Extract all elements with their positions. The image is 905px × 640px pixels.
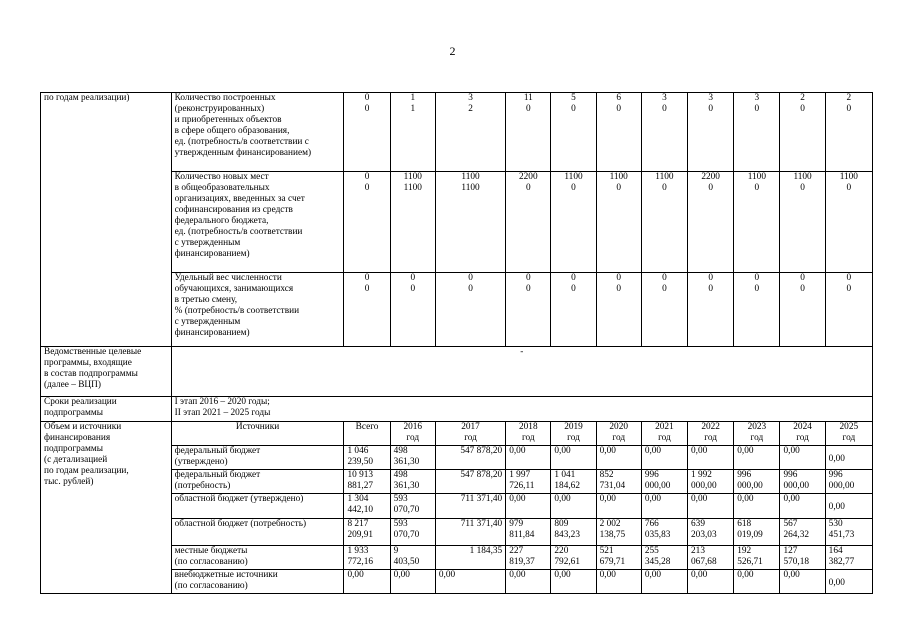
- indicator-need-value: 2200: [688, 171, 734, 183]
- finance-value: 0,00: [641, 570, 687, 594]
- finance-value: 164 382,77: [825, 546, 872, 570]
- finance-source: областной бюджет (утверждено): [171, 494, 344, 519]
- finance-value: 766 035,83: [641, 519, 687, 546]
- indicator-approved-value: 0: [641, 183, 687, 272]
- finance-source: местные бюджеты (по согласованию): [171, 546, 344, 570]
- indicator-need-value: 1100: [390, 171, 435, 183]
- indicator-approved-value: 0: [506, 284, 551, 347]
- finance-value: 0,00: [506, 446, 551, 470]
- finance-total: 1 933 772,16: [344, 546, 390, 570]
- indicator-need-value: 3: [641, 93, 687, 105]
- indicator-need-value: 1100: [734, 171, 780, 183]
- indicator-approved-value: 0: [688, 284, 734, 347]
- finance-header-source: Источники: [171, 422, 344, 446]
- left-header-continuation: по годам реализации): [41, 93, 172, 347]
- finance-value: 0,00: [506, 494, 551, 519]
- finance-value: 809 843,23: [551, 519, 596, 546]
- finance-value: 220 792,61: [551, 546, 596, 570]
- indicator-need-value: 0: [344, 272, 390, 284]
- indicator-need-value: 1100: [435, 171, 505, 183]
- indicator-approved-value: 0: [825, 104, 872, 171]
- finance-value: 0,00: [734, 494, 780, 519]
- finance-value: 498 361,30: [390, 470, 435, 494]
- page-number: 2: [449, 44, 456, 58]
- finance-value: 0,00: [688, 570, 734, 594]
- indicator-need-value: 0: [825, 272, 872, 284]
- finance-header-year: 2022 год: [688, 422, 734, 446]
- indicator-approved-value: 0: [344, 183, 390, 272]
- finance-value: 979 811,84: [506, 519, 551, 546]
- finance-label: Объем и источники финансирования подпрограммы (с детализацией по годам реализации, тыс. рублей): [41, 422, 172, 594]
- finance-value: 567 264,32: [780, 519, 825, 546]
- finance-value: 0,00: [596, 494, 641, 519]
- indicator-approved-value: 0: [780, 284, 825, 347]
- indicator-approved-value: 0: [734, 104, 780, 171]
- finance-total: 1 304 442,10: [344, 494, 390, 519]
- finance-value: 547 878,20: [435, 470, 505, 494]
- indicator-approved-value: 1: [390, 104, 435, 171]
- indicator-approved-value: 0: [734, 284, 780, 347]
- indicator-need-value: 1: [390, 93, 435, 105]
- finance-value: 852 731,04: [596, 470, 641, 494]
- indicator-label: Количество построенных (реконструированных) и приобретенных объектов в сфере общего образования, ед. (потребность/в соответствии с утвержденным финансированием): [171, 93, 344, 172]
- indicator-approved-value: 0: [390, 284, 435, 347]
- indicator-label: Удельный вес численности обучающихся, занимающихся в третью смену, % (потребность/в соответствии с утвержденным финансированием): [171, 272, 344, 347]
- indicator-approved-value: 0: [551, 104, 596, 171]
- indicator-need-value: 0: [344, 171, 390, 183]
- indicator-approved-value: 0: [344, 284, 390, 347]
- finance-header-year: 2019 год: [551, 422, 596, 446]
- finance-value: 593 070,70: [390, 494, 435, 519]
- finance-total: 1 046 239,50: [344, 446, 390, 470]
- indicator-need-value: 3: [734, 93, 780, 105]
- indicator-approved-value: 1100: [435, 183, 505, 272]
- finance-value: 639 203,03: [688, 519, 734, 546]
- finance-header-year: 2025 год: [825, 422, 872, 446]
- indicator-approved-value: 0: [551, 183, 596, 272]
- finance-value: 0,00: [734, 570, 780, 594]
- indicator-need-value: 0: [390, 272, 435, 284]
- finance-value: 996 000,00: [641, 470, 687, 494]
- indicator-approved-value: 0: [596, 183, 641, 272]
- finance-value: 996 000,00: [780, 470, 825, 494]
- indicator-approved-value: 0: [825, 183, 872, 272]
- finance-header-total: Всего: [344, 422, 390, 446]
- finance-value: 996 000,00: [825, 470, 872, 494]
- finance-value: 530 451,73: [825, 519, 872, 546]
- finance-value: 0,00: [641, 446, 687, 470]
- indicator-need-value: 6: [596, 93, 641, 105]
- indicator-approved-value: 2: [435, 104, 505, 171]
- finance-header-year: 2024 год: [780, 422, 825, 446]
- periods-value: I этап 2016 – 2020 годы; II этап 2021 – 2025 годы: [171, 397, 872, 422]
- finance-value: 0,00: [641, 494, 687, 519]
- finance-value: 0,00: [825, 570, 872, 594]
- indicator-need-value: 3: [688, 93, 734, 105]
- finance-value: 0,00: [596, 570, 641, 594]
- finance-value: 0,00: [551, 570, 596, 594]
- indicator-need-value: 1100: [596, 171, 641, 183]
- finance-source: федеральный бюджет (потребность): [171, 470, 344, 494]
- finance-header-year: 2023 год: [734, 422, 780, 446]
- vcp-value: -: [171, 347, 872, 397]
- subprogram-passport-table: [40, 92, 873, 594]
- indicator-approved-value: 0: [596, 104, 641, 171]
- finance-header-year: 2016 год: [390, 422, 435, 446]
- indicator-approved-value: 0: [825, 284, 872, 347]
- indicator-approved-value: 0: [344, 104, 390, 171]
- finance-value: 9 403,50: [390, 546, 435, 570]
- finance-value: 0,00: [688, 494, 734, 519]
- finance-value: 0,00: [780, 570, 825, 594]
- finance-value: 0,00: [596, 446, 641, 470]
- finance-value: 0,00: [688, 446, 734, 470]
- indicator-approved-value: 0: [506, 183, 551, 272]
- indicator-need-value: 2200: [506, 171, 551, 183]
- indicator-need-value: 0: [780, 272, 825, 284]
- indicator-need-value: 0: [734, 272, 780, 284]
- finance-source: внебюджетные источники (по согласованию): [171, 570, 344, 594]
- finance-value: 547 878,20: [435, 446, 505, 470]
- indicator-approved-value: 0: [780, 104, 825, 171]
- finance-value: 192 526,71: [734, 546, 780, 570]
- indicator-need-value: 3: [435, 93, 505, 105]
- finance-value: 0,00: [551, 446, 596, 470]
- finance-header-year: 2021 год: [641, 422, 687, 446]
- indicator-need-value: 0: [506, 272, 551, 284]
- finance-source: федеральный бюджет (утверждено): [171, 446, 344, 470]
- finance-value: 0,00: [780, 494, 825, 519]
- indicator-need-value: 0: [596, 272, 641, 284]
- periods-label: Сроки реализации подпрограммы: [41, 397, 172, 422]
- finance-value: 227 819,37: [506, 546, 551, 570]
- finance-value: 2 002 138,75: [596, 519, 641, 546]
- finance-value: 0,00: [734, 446, 780, 470]
- finance-value: 1 992 000,00: [688, 470, 734, 494]
- indicator-approved-value: 0: [596, 284, 641, 347]
- indicator-approved-value: 0: [551, 284, 596, 347]
- finance-value: 618 019,09: [734, 519, 780, 546]
- finance-value: 0,00: [435, 570, 505, 594]
- finance-header-year: 2020 год: [596, 422, 641, 446]
- indicator-label: Количество новых мест в общеобразовательных организациях, введенных за счет софинансирования из средств федерального бюджета, ед. (потребность/в соответствии с утвержденным финансированием): [171, 171, 344, 272]
- indicator-need-value: 0: [688, 272, 734, 284]
- indicator-approved-value: 1100: [390, 183, 435, 272]
- indicator-need-value: 0: [344, 93, 390, 105]
- finance-source: областной бюджет (потребность): [171, 519, 344, 546]
- finance-header-year: 2017 год: [435, 422, 505, 446]
- finance-total: 0,00: [344, 570, 390, 594]
- finance-value: 0,00: [390, 570, 435, 594]
- finance-value: 0,00: [825, 446, 872, 470]
- indicator-need-value: 0: [435, 272, 505, 284]
- finance-value: 711 371,40: [435, 494, 505, 519]
- indicator-approved-value: 0: [780, 183, 825, 272]
- finance-value: 127 570,18: [780, 546, 825, 570]
- finance-value: 1 041 184,62: [551, 470, 596, 494]
- indicator-approved-value: 0: [435, 284, 505, 347]
- finance-value: 0,00: [506, 570, 551, 594]
- indicator-approved-value: 0: [506, 104, 551, 171]
- indicator-approved-value: 0: [641, 104, 687, 171]
- indicator-need-value: 1100: [641, 171, 687, 183]
- indicator-need-value: 0: [641, 272, 687, 284]
- finance-value: 213 067,68: [688, 546, 734, 570]
- indicator-approved-value: 0: [688, 183, 734, 272]
- finance-value: 996 000,00: [734, 470, 780, 494]
- finance-value: 255 345,28: [641, 546, 687, 570]
- finance-value: 0,00: [825, 494, 872, 519]
- indicator-approved-value: 0: [734, 183, 780, 272]
- indicator-need-value: 1100: [825, 171, 872, 183]
- finance-total: 8 217 209,91: [344, 519, 390, 546]
- indicator-need-value: 1100: [551, 171, 596, 183]
- indicator-need-value: 11: [506, 93, 551, 105]
- finance-value: 0,00: [780, 446, 825, 470]
- finance-value: 1 184,35: [435, 546, 505, 570]
- finance-value: 0,00: [551, 494, 596, 519]
- indicator-approved-value: 0: [641, 284, 687, 347]
- indicator-need-value: 5: [551, 93, 596, 105]
- vcp-label: Ведомственные целевые программы, входящие в состав подпрограммы (далее – ВЦП): [41, 347, 172, 397]
- finance-value: 1 997 726,11: [506, 470, 551, 494]
- indicator-approved-value: 0: [688, 104, 734, 171]
- indicator-need-value: 0: [551, 272, 596, 284]
- finance-header-year: 2018 год: [506, 422, 551, 446]
- finance-value: 498 361,30: [390, 446, 435, 470]
- indicator-need-value: 2: [825, 93, 872, 105]
- finance-value: 711 371,40: [435, 519, 505, 546]
- indicator-need-value: 1100: [780, 171, 825, 183]
- indicator-need-value: 2: [780, 93, 825, 105]
- finance-value: 521 679,71: [596, 546, 641, 570]
- finance-value: 593 070,70: [390, 519, 435, 546]
- finance-total: 10 913 881,27: [344, 470, 390, 494]
